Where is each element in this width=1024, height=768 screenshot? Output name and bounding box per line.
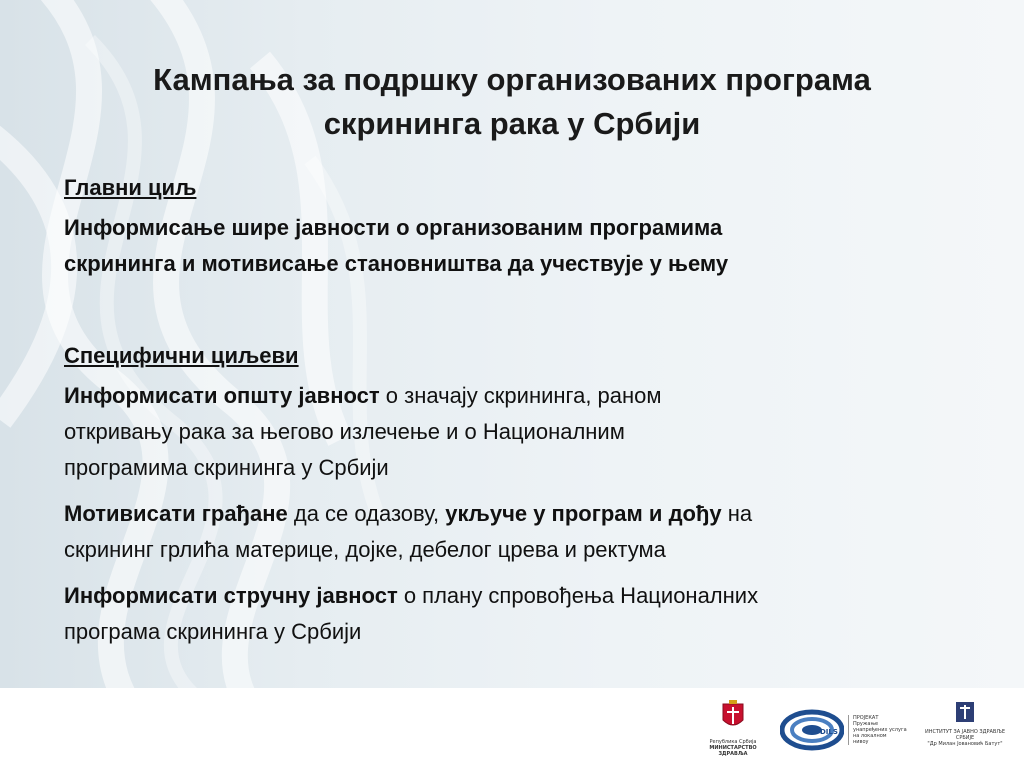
ministry-line-2: МИНИСТАРСТВО ЗДРАВЉА [709,745,757,757]
slide-content [64,170,964,650]
goal-3-line-2: програма скрининга у Србији [64,619,362,644]
ministry-logo [698,700,768,760]
slide-title [60,58,964,146]
goal-2-end: на [721,501,753,526]
institute-emblem-icon [920,700,1010,724]
dils-text-3: унапређених услуга [853,727,907,733]
goal-1 [64,378,964,486]
goal-2 [64,496,964,568]
main-goal-line-1: Информисање шире јавности о организованим програмима [64,215,723,240]
dils-text-2: Пружање [853,721,879,727]
goal-1-line-3: програмима скрининга у Србији [64,455,389,480]
specific-goals-heading: Специфични циљеви [64,343,299,368]
goal-2-bold-2: укључе у програм и дођу [445,501,722,526]
goal-1-bold: Информисати општу јавност [64,383,380,408]
serbia-coat-of-arms-icon [698,700,768,734]
ministry-line-1: Република Србија [709,739,757,745]
dils-text [848,715,907,745]
goal-1-rest: о значају скрининга, раном [379,383,662,408]
main-goal-heading: Главни циљ [64,175,197,200]
goal-3 [64,578,964,650]
dils-text-1: ПРОЈЕКАТ [853,715,879,721]
dils-swirl-icon [780,708,844,752]
dils-text-4: на локалном [853,733,887,739]
main-goal-line-2: скрининга и мотивисање становништва да учествује у њему [64,251,729,276]
dils-label: DILS [820,728,838,736]
main-goal-text [64,210,964,282]
goal-2-line-2: скрининг грлића материце, дојке, дебелог црева и ректума [64,537,666,562]
goal-1-line-2: откривању рака за његово излечење и о Националним [64,419,625,444]
dils-logo [780,700,910,760]
goal-3-rest: о плану спровођења Националних [397,583,759,608]
dils-text-5: нивоу [853,739,869,745]
institute-logo [920,700,1010,760]
title-line-1: Кампања за подршку организованих програма [153,62,871,97]
goal-2-bold-1: Мотивисати грађане [64,501,288,526]
institute-line-2: "Др Милан Јовановић Батут" [927,741,1003,747]
goal-3-bold: Информисати стручну јавност [64,583,398,608]
institute-line-1: ИНСТИТУТ ЗА ЈАВНО ЗДРАВЉЕ СРБИЈЕ [925,729,1005,741]
title-line-2: скрининга рака у Србији [323,106,701,141]
goal-2-mid: да се одазову, [287,501,446,526]
